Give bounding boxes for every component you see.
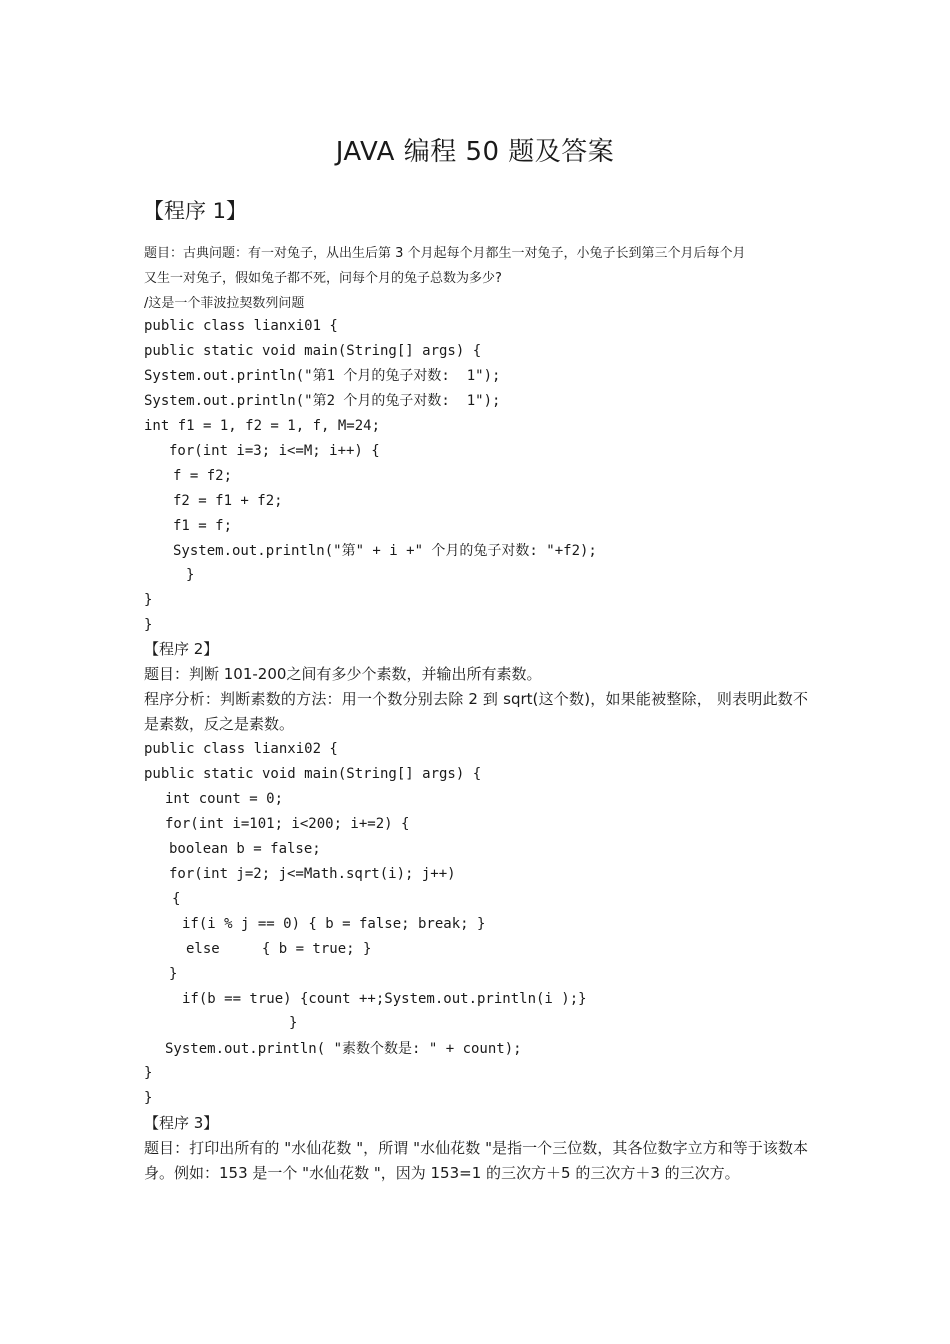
code-line: } [186, 567, 195, 583]
code-line: for(int j=2; j<=Math.sqrt(i); j++) [169, 866, 456, 882]
program-2-analysis: 程序分析：判断素数的方法：用一个数分别去除 2 到 sqrt(这个数)，如果能被整除， 则表明此数不是素数，反之是素数。 [144, 690, 808, 733]
program-2-heading: 【程序 2】 [144, 640, 219, 658]
code-line: if(b == true) {count ++;System.out.println(i );} [182, 991, 587, 1007]
code-line: public static void main(String[] args) { [144, 343, 482, 359]
document-title: JAVA 编程 50 题及答案 [335, 137, 615, 167]
program-3-question: 题目：打印出所有的 "水仙花数 "，所谓 "水仙花数 "是指一个三位数，其各位数字立方和等于该数本身。例如：153 是一个 "水仙花数 "，因为 153=1 的三次方＋5 的三次方＋3 的三次方。 [144, 1139, 808, 1182]
code-line: public class lianxi02 { [144, 741, 338, 757]
program-1-question-line-2: 又生一对兔子，假如兔子都不死，问每个月的兔子总数为多少? [144, 271, 502, 286]
code-line: System.out.println("第2 个月的兔子对数: 1"); [144, 393, 501, 409]
code-line: else { b = true; } [186, 941, 372, 957]
code-line: boolean b = false; [169, 841, 321, 857]
program-1-comment: /这是一个菲波拉契数列问题 [144, 296, 305, 311]
code-line: f1 = f; [173, 518, 233, 534]
code-line: public static void main(String[] args) { [144, 766, 482, 782]
code-line: { [172, 891, 181, 907]
code-line: int f1 = 1, f2 = 1, f, M=24; [144, 418, 381, 434]
code-line: System.out.println( "素数个数是: " + count); [165, 1041, 522, 1057]
program-3-heading: 【程序 3】 [144, 1114, 219, 1132]
code-line: System.out.println("第1 个月的兔子对数: 1"); [144, 368, 501, 384]
code-line: for(int i=101; i<200; i+=2) { [165, 816, 410, 832]
program-1-question-line-1: 题目：古典问题：有一对兔子，从出生后第 3 个月起每个月都生一对兔子，小兔子长到第三个月后每个月 [144, 246, 746, 261]
program-1-heading: 【程序 1】 [143, 199, 248, 223]
code-line: f = f2; [173, 468, 233, 484]
code-line: } [144, 1065, 153, 1081]
code-line: int count = 0; [165, 791, 284, 807]
code-line: for(int i=3; i<=M; i++) { [169, 443, 380, 459]
code-line: System.out.println("第" + i +" 个月的兔子对数: "+f2); [173, 543, 597, 559]
code-line: } [169, 966, 178, 982]
code-line: } [144, 592, 153, 608]
code-line: public class lianxi01 { [144, 318, 338, 334]
code-line: if(i % j == 0) { b = false; break; } [182, 916, 486, 932]
code-line: } [289, 1015, 298, 1031]
code-line: } [144, 1090, 153, 1106]
program-2-question: 题目：判断 101-200之间有多少个素数，并输出所有素数。 [144, 665, 542, 683]
code-line: f2 = f1 + f2; [173, 493, 283, 509]
code-line: } [144, 617, 153, 633]
